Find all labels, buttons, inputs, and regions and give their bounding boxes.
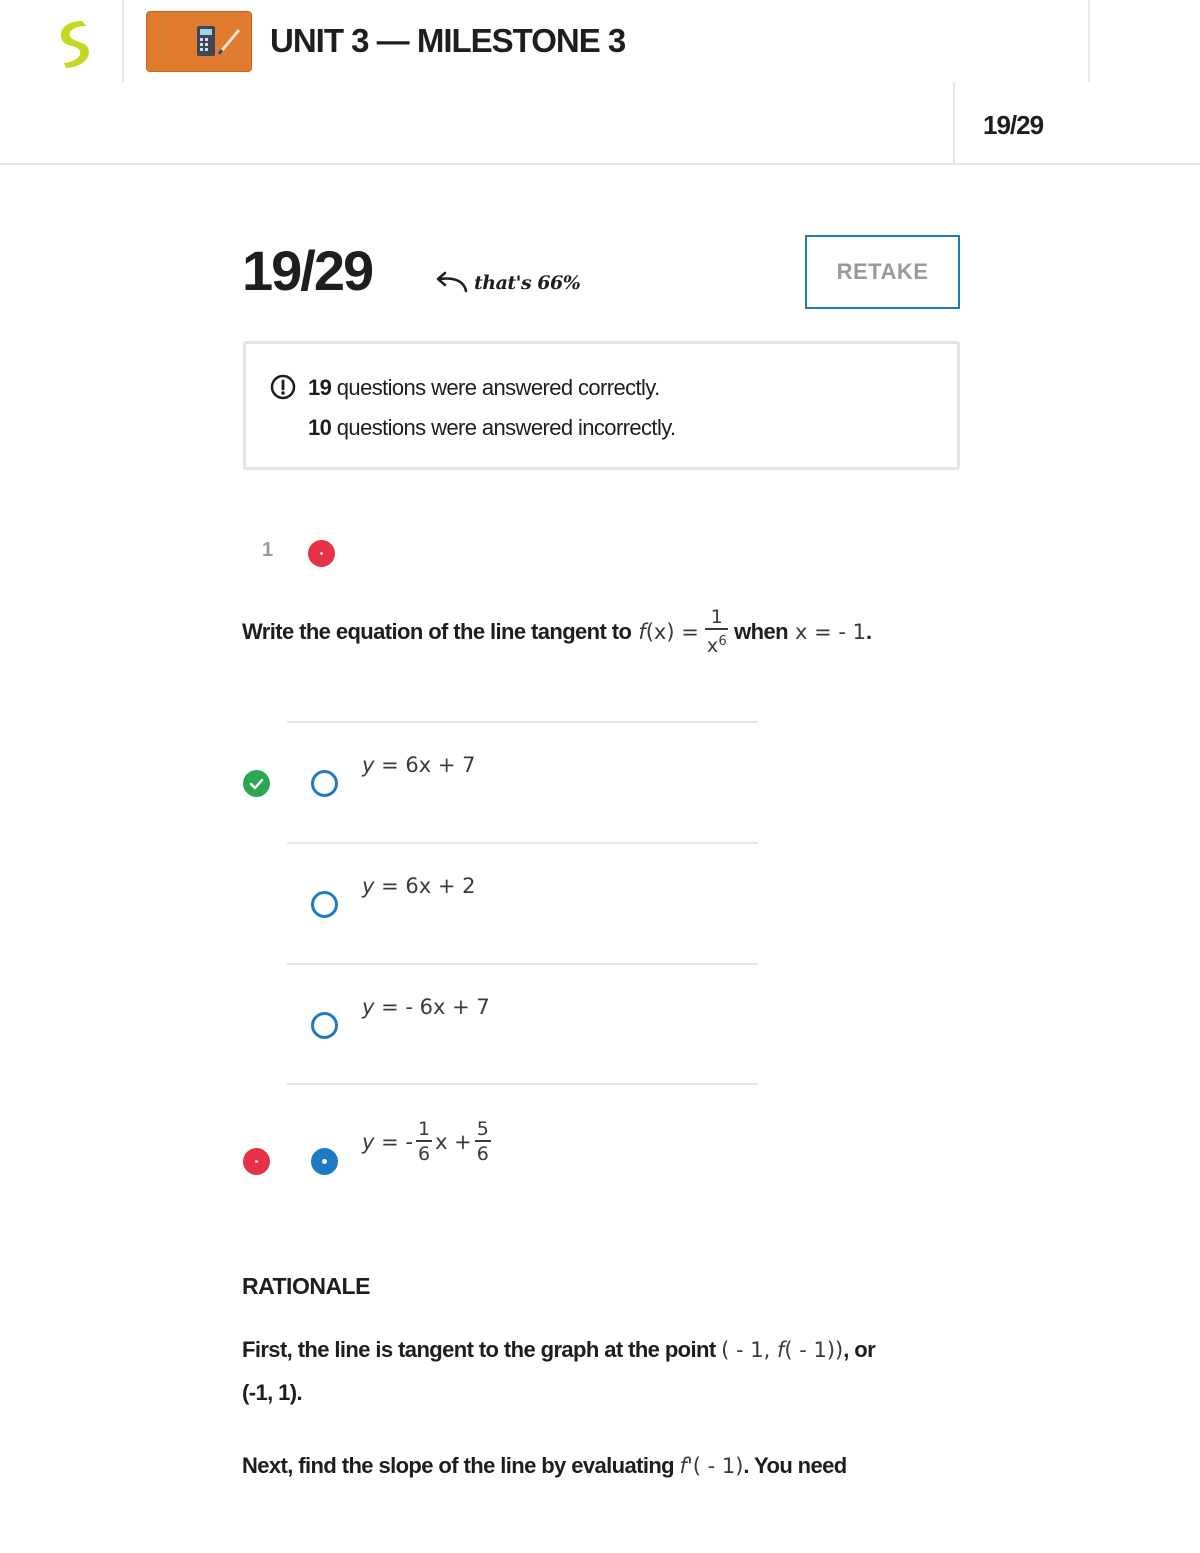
denominator-exponent: 6	[718, 633, 727, 649]
header-divider	[1088, 0, 1090, 82]
option4-prefix: y = -	[362, 1130, 413, 1154]
header-divider	[122, 0, 124, 82]
incorrect-text: questions were answered incorrectly.	[336, 415, 676, 440]
incorrect-summary	[308, 415, 676, 441]
results-summary	[243, 341, 960, 470]
question-number: 1	[262, 539, 274, 561]
incorrect-count: 10	[308, 415, 332, 440]
question-incorrect-indicator	[308, 540, 335, 567]
prompt-end: .	[865, 619, 872, 644]
option-label-4	[362, 1112, 494, 1172]
prompt-condition: x = - 1	[794, 620, 866, 644]
prompt-mid: when	[734, 619, 788, 644]
rationale-line-2: (-1, 1).	[242, 1380, 302, 1405]
info-icon	[270, 374, 296, 400]
rationale-line-3	[242, 1453, 847, 1479]
option4-fraction-2	[475, 1118, 491, 1166]
score-percent-note	[434, 268, 580, 298]
retake-button[interactable]: RETAKE	[805, 235, 960, 309]
option-divider	[287, 963, 758, 965]
option-radio-3[interactable]	[311, 1012, 338, 1039]
option-radio-1[interactable]	[311, 770, 338, 797]
option4-den1: 6	[417, 1142, 431, 1165]
option4-den2: 6	[476, 1142, 489, 1165]
rationale-line1-text: First, the line is tangent to the graph at the point	[242, 1337, 716, 1362]
rationale-line1-end: , or	[843, 1337, 876, 1362]
option4-fraction-1	[416, 1118, 432, 1166]
correct-text: questions were answered correctly.	[336, 375, 660, 400]
function-fraction	[705, 606, 728, 658]
correct-answer-icon	[243, 770, 270, 797]
rationale-line3-end: . You need	[743, 1453, 847, 1478]
subheader-border	[0, 163, 1200, 165]
rationale-title: RATIONALE	[242, 1273, 370, 1299]
correct-count: 19	[308, 375, 332, 400]
header-score: 19/29	[983, 110, 1044, 140]
option-label-2: y = 6x + 2	[362, 874, 476, 898]
subheader-divider	[953, 82, 955, 164]
function-denominator	[705, 630, 728, 658]
percent-text: that's 66%	[474, 272, 581, 294]
incorrect-answer-icon	[243, 1148, 270, 1175]
unit-title: UNIT 3 — MILESTONE 3	[270, 22, 626, 59]
function-lhs: f(x) =	[638, 620, 699, 644]
option-divider	[287, 842, 758, 844]
option-radio-2[interactable]	[311, 891, 338, 918]
option-radio-4[interactable]	[311, 1148, 338, 1175]
sophia-logo-icon[interactable]	[52, 18, 100, 70]
option4-num2: 5	[476, 1118, 489, 1141]
function-numerator: 1	[710, 606, 723, 629]
option-label-1: y = 6x + 7	[362, 753, 476, 777]
rationale-point: ( - 1, f( - 1))	[721, 1338, 844, 1362]
question-prompt	[242, 600, 872, 664]
rationale-line3-text: Next, find the slope of the line by evaluating	[242, 1453, 675, 1478]
option-divider	[287, 721, 758, 723]
correct-summary	[308, 375, 660, 401]
curved-arrow-icon	[434, 271, 468, 295]
denominator-base: x	[706, 634, 718, 657]
option-label-3: y = - 6x + 7	[362, 995, 490, 1019]
rationale-line-1	[242, 1337, 875, 1363]
option4-mid: x +	[435, 1130, 472, 1154]
rationale-derivative: f'( - 1)	[679, 1454, 744, 1478]
prompt-start: Write the equation of the line tangent to	[242, 619, 632, 644]
option-divider	[287, 1083, 758, 1085]
option4-num1: 1	[417, 1118, 431, 1141]
score-fraction: 19/29	[242, 239, 373, 302]
unit-thumbnail	[146, 11, 252, 72]
